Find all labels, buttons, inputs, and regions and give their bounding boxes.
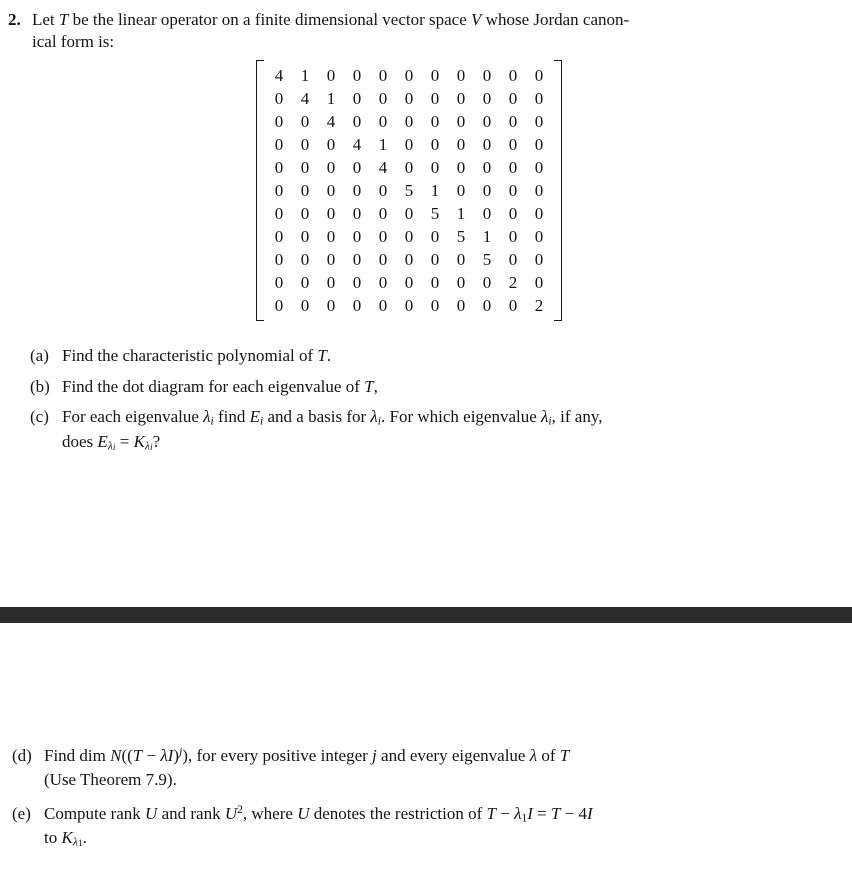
part-a-label: (a): [30, 345, 49, 365]
matrix-cell: 2: [508, 272, 518, 292]
matrix-cell: 0: [274, 203, 284, 223]
text-segment: T: [559, 746, 570, 765]
matrix-row: [266, 87, 552, 110]
matrix-cell: 0: [456, 65, 466, 85]
text-segment: and rank: [157, 803, 225, 823]
text-segment: and every eigenvalue: [376, 746, 530, 765]
text-segment: T: [364, 376, 374, 396]
matrix-cell: 0: [326, 272, 336, 292]
matrix-cell: 0: [274, 134, 284, 154]
text-segment: j: [179, 745, 183, 759]
text-segment: ), for every positive integer: [182, 746, 373, 765]
matrix-cell: 5: [404, 180, 414, 200]
matrix-cell: 0: [378, 226, 388, 246]
text-segment: −: [142, 746, 161, 765]
matrix-cell: 0: [404, 88, 414, 108]
text-segment: K: [61, 828, 73, 848]
text-segment: N: [110, 746, 122, 765]
matrix-cell: 0: [508, 226, 518, 246]
text-segment: U: [224, 803, 238, 823]
matrix-cell: 1: [300, 65, 310, 85]
part-c: [30, 405, 838, 455]
text-segment: ical form is:: [32, 32, 115, 52]
part-e-text: [44, 802, 838, 852]
text-segment: (Use Theorem 7.9).: [44, 769, 177, 789]
text-segment: , where: [242, 803, 298, 823]
matrix-cell: 1: [430, 180, 440, 200]
text-segment: I: [587, 803, 593, 823]
matrix-cell: 0: [326, 180, 336, 200]
text-segment: E: [249, 407, 261, 427]
matrix-cell: 0: [352, 180, 362, 200]
matrix-cell: 5: [456, 226, 466, 246]
matrix-row: [266, 225, 552, 248]
matrix-cell: 0: [508, 134, 518, 154]
text-segment: 1: [521, 811, 528, 825]
matrix-cell: 0: [456, 272, 466, 292]
matrix-grid: [266, 64, 552, 317]
matrix-cell: 0: [534, 180, 544, 200]
matrix-cell: 0: [274, 157, 284, 177]
matrix-cell: 0: [430, 111, 440, 131]
text-segment: T: [317, 345, 327, 365]
matrix-cell: 0: [482, 180, 492, 200]
text-segment: i: [260, 415, 264, 428]
text-segment: λ: [370, 407, 378, 427]
matrix-cell: 0: [456, 180, 466, 200]
matrix-cell: 0: [352, 226, 362, 246]
text-segment: I: [527, 803, 533, 823]
text-segment: λI: [160, 746, 174, 765]
matrix-cell: 0: [352, 65, 362, 85]
matrix-cell: 0: [378, 249, 388, 269]
text-segment: .: [82, 828, 87, 848]
text-segment: 2: [237, 802, 243, 816]
matrix-row: [266, 64, 552, 87]
matrix-cell: 0: [482, 295, 492, 315]
matrix-cell: 1: [456, 203, 466, 223]
text-segment: whose Jordan canon-: [481, 10, 630, 29]
matrix-cell: 0: [300, 295, 310, 315]
matrix-row: [266, 156, 552, 179]
matrix-cell: 0: [508, 111, 518, 131]
matrix-cell: 0: [482, 65, 492, 85]
text-segment: ,: [373, 376, 378, 396]
matrix-cell: 0: [430, 295, 440, 315]
matrix-cell: 4: [352, 134, 362, 154]
text-segment: T: [486, 803, 496, 823]
part-c-text: [62, 405, 838, 455]
matrix-cell: 0: [274, 249, 284, 269]
matrix-cell: 0: [274, 272, 284, 292]
parts-bottom: [0, 744, 852, 862]
text-segment: =: [115, 432, 134, 452]
matrix-cell: 0: [300, 203, 310, 223]
text-segment: −: [495, 803, 515, 823]
matrix-cell: 0: [430, 272, 440, 292]
matrix-cell: 0: [352, 88, 362, 108]
text-segment: Find the characteristic polynomial of: [62, 345, 318, 365]
matrix-cell: 0: [404, 272, 414, 292]
matrix-cell: 0: [456, 88, 466, 108]
matrix-cell: 0: [534, 157, 544, 177]
matrix-cell: 0: [404, 295, 414, 315]
matrix-cell: 0: [352, 272, 362, 292]
text-segment: U: [297, 803, 310, 823]
matrix-row: [266, 202, 552, 225]
text-segment: λ: [144, 439, 150, 453]
matrix-cell: 0: [508, 203, 518, 223]
text-segment: and a basis for: [263, 407, 371, 427]
matrix-body: [266, 64, 552, 317]
parts-top: [0, 336, 852, 456]
text-segment: T: [58, 10, 69, 29]
matrix-cell: 0: [430, 157, 440, 177]
text-segment: of: [537, 746, 560, 765]
text-segment: V: [471, 10, 482, 29]
matrix-cell: 0: [326, 203, 336, 223]
matrix-cell: 0: [300, 111, 310, 131]
text-segment: Find dim: [44, 746, 111, 765]
text-segment: be the linear operator on a finite dimensional vector space: [68, 10, 472, 29]
matrix-cell: 0: [534, 88, 544, 108]
matrix-cell: 0: [508, 157, 518, 177]
matrix-cell: 0: [378, 111, 388, 131]
matrix-cell: 0: [456, 249, 466, 269]
part-b-label: (b): [30, 376, 50, 396]
matrix-cell: 0: [404, 65, 414, 85]
text-segment: − 4: [560, 803, 588, 823]
matrix-cell: 5: [482, 249, 492, 269]
matrix-cell: 0: [534, 111, 544, 131]
matrix-cell: 0: [508, 295, 518, 315]
matrix-cell: 0: [300, 134, 310, 154]
matrix-cell: 2: [534, 295, 544, 315]
matrix-cell: 0: [300, 180, 310, 200]
text-segment: λ: [541, 407, 549, 427]
matrix-cell: 0: [430, 134, 440, 154]
matrix-cell: 0: [274, 111, 284, 131]
matrix-cell: 0: [482, 111, 492, 131]
matrix-cell: 0: [300, 249, 310, 269]
text-segment: λ: [529, 746, 538, 765]
matrix-cell: 0: [482, 203, 492, 223]
text-segment: T: [550, 803, 561, 823]
matrix-row: [266, 248, 552, 271]
matrix-cell: 0: [534, 203, 544, 223]
matrix-cell: 0: [430, 249, 440, 269]
problem-statement: [32, 9, 838, 54]
matrix-cell: 0: [300, 272, 310, 292]
part-d: [12, 744, 838, 792]
text-segment: E: [97, 432, 108, 452]
part-e: [12, 802, 838, 852]
text-segment: Let: [32, 10, 59, 29]
matrix-cell: 4: [378, 157, 388, 177]
text-segment: 1: [77, 839, 83, 850]
text-segment: Compute rank: [44, 803, 146, 823]
matrix-cell: 0: [352, 111, 362, 131]
matrix-cell: 0: [456, 295, 466, 315]
matrix-row: [266, 179, 552, 202]
text-segment: does: [62, 432, 98, 452]
matrix-cell: 0: [352, 157, 362, 177]
text-segment: j: [372, 746, 377, 765]
text-segment: For each eigenvalue: [62, 407, 204, 427]
matrix-cell: 0: [352, 249, 362, 269]
matrix-cell: 0: [274, 180, 284, 200]
matrix-cell: 0: [508, 65, 518, 85]
matrix-cell: 0: [534, 134, 544, 154]
matrix-cell: 0: [326, 249, 336, 269]
text-segment: to: [44, 828, 62, 848]
matrix-cell: 0: [352, 203, 362, 223]
matrix-cell: 0: [404, 203, 414, 223]
matrix-cell: 0: [404, 226, 414, 246]
matrix-cell: 0: [508, 88, 518, 108]
matrix-row: [266, 133, 552, 156]
matrix-cell: 0: [534, 226, 544, 246]
page-divider: [0, 607, 852, 623]
part-a: [30, 344, 838, 368]
matrix-cell: 1: [326, 88, 336, 108]
matrix-cell: 0: [482, 134, 492, 154]
matrix-cell: 0: [326, 157, 336, 177]
part-a-text: [62, 344, 838, 368]
matrix-cell: 0: [430, 88, 440, 108]
text-segment: ): [173, 746, 180, 765]
text-segment: i: [112, 443, 116, 454]
matrix-cell: 0: [352, 295, 362, 315]
matrix-cell: 0: [404, 249, 414, 269]
text-segment: U: [145, 803, 158, 823]
text-segment: Find the dot diagram for each eigenvalue of: [62, 376, 365, 396]
jordan-matrix: [256, 60, 852, 326]
matrix-cell: 0: [274, 226, 284, 246]
text-segment: , if any,: [551, 407, 603, 427]
matrix-cell: 0: [482, 272, 492, 292]
text-segment: ?: [152, 432, 161, 452]
text-segment: λ: [203, 407, 211, 427]
matrix-cell: 0: [508, 249, 518, 269]
text-segment: i: [548, 415, 552, 428]
matrix-cell: 0: [534, 249, 544, 269]
matrix-cell: 0: [534, 272, 544, 292]
matrix-cell: 0: [274, 295, 284, 315]
matrix-cell: 5: [430, 203, 440, 223]
text-segment: .: [326, 345, 332, 365]
text-segment: ((: [121, 746, 133, 765]
text-segment: =: [532, 803, 551, 823]
matrix-cell: 0: [482, 88, 492, 108]
matrix-cell: 0: [274, 88, 284, 108]
matrix-cell: 0: [404, 134, 414, 154]
part-c-label: (c): [30, 407, 49, 427]
matrix-cell: 4: [274, 65, 284, 85]
matrix-cell: 0: [378, 203, 388, 223]
text-segment: λ: [72, 835, 78, 849]
matrix-cell: 0: [326, 65, 336, 85]
matrix-row: [266, 294, 552, 317]
text-segment: i: [210, 415, 214, 428]
matrix-cell: 0: [404, 111, 414, 131]
matrix-brackets: [256, 60, 562, 321]
matrix-cell: 0: [456, 111, 466, 131]
matrix-cell: 0: [326, 226, 336, 246]
part-b: [30, 375, 838, 399]
matrix-cell: 0: [508, 180, 518, 200]
problem-header: [0, 0, 852, 54]
text-segment: . For which eigenvalue: [381, 407, 542, 427]
matrix-cell: 0: [378, 65, 388, 85]
matrix-cell: 1: [378, 134, 388, 154]
problem-number: 2.: [8, 10, 21, 29]
matrix-cell: 0: [378, 272, 388, 292]
matrix-cell: 0: [300, 226, 310, 246]
matrix-cell: 0: [326, 295, 336, 315]
text-segment: i: [377, 415, 381, 428]
matrix-cell: 0: [456, 134, 466, 154]
matrix-cell: 0: [378, 295, 388, 315]
matrix-cell: 4: [300, 88, 310, 108]
part-b-text: [62, 375, 838, 399]
text-segment: K: [133, 432, 145, 452]
text-segment: denotes the restriction of: [309, 803, 487, 823]
matrix-cell: 0: [378, 180, 388, 200]
matrix-cell: 0: [456, 157, 466, 177]
matrix-cell: 1: [482, 226, 492, 246]
matrix-cell: 0: [378, 88, 388, 108]
matrix-row: [266, 110, 552, 133]
matrix-cell: 0: [404, 157, 414, 177]
matrix-cell: 0: [300, 157, 310, 177]
text-segment: λ: [514, 803, 522, 823]
matrix-cell: 0: [326, 134, 336, 154]
matrix-cell: 0: [430, 65, 440, 85]
text-segment: T: [132, 746, 143, 765]
part-e-label: (e): [12, 803, 31, 823]
matrix-cell: 0: [482, 157, 492, 177]
matrix-row: [266, 271, 552, 294]
matrix-cell: 0: [534, 65, 544, 85]
text-segment: find: [213, 407, 250, 427]
matrix-cell: 4: [326, 111, 336, 131]
part-d-text: [44, 744, 838, 792]
matrix-cell: 0: [430, 226, 440, 246]
part-d-label: (d): [12, 746, 32, 765]
text-segment: λ: [107, 439, 113, 453]
text-segment: i: [149, 443, 153, 454]
